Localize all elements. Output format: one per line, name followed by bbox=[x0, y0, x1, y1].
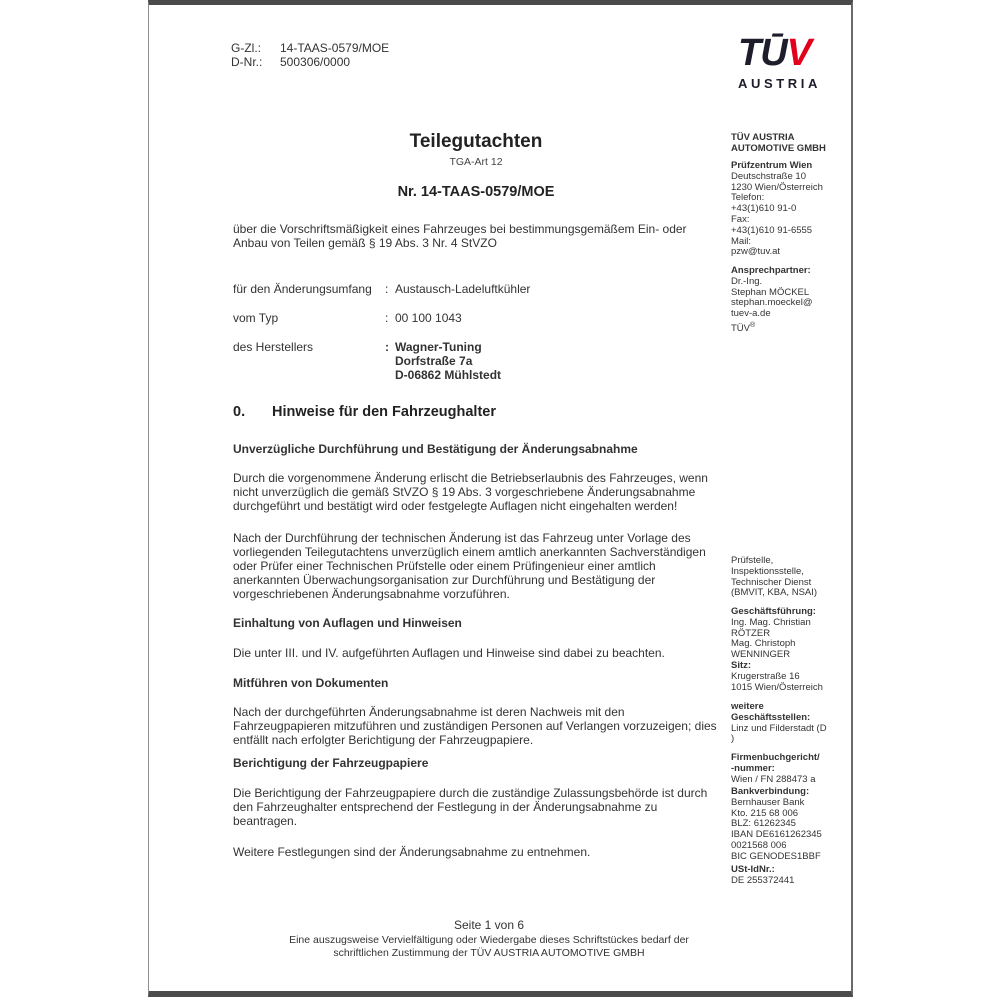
pruefzentrum-title: Prüfzentrum Wien bbox=[731, 160, 813, 171]
document-title: Teilegutachten bbox=[409, 131, 543, 152]
paragraph-zulassungsbehoerde: Die Berichtigung der Fahrzeugpapiere durch die zuständige Zulassungsbehörde ist durch den Fahrzeughalter entsprechend der Festlegung in der Änderungsabnahme zu beantragen. bbox=[233, 786, 708, 828]
detail-row-typ bbox=[233, 311, 719, 325]
sidebar-pruefzentrum bbox=[731, 161, 853, 258]
detail-row-hersteller bbox=[233, 340, 719, 382]
document-number: Nr. 14-TAAS-0579/MOE bbox=[397, 184, 555, 200]
sitz-title: Sitz: bbox=[731, 660, 752, 671]
company-name-lines: TÜV AUSTRIA AUTOMOTIVE GMBH bbox=[731, 132, 826, 154]
detail-value: 00 100 1043 bbox=[395, 311, 462, 325]
sidebar-geschaeftsfuehrung bbox=[731, 607, 853, 661]
sidebar-ansprechpartner bbox=[731, 266, 853, 320]
section-number: 0. bbox=[233, 404, 246, 420]
sidebar-sitz bbox=[731, 661, 853, 693]
sidebar-bankverbindung bbox=[731, 787, 853, 863]
detail-label: für den Änderungsumfang bbox=[233, 282, 372, 296]
paragraph-nachweis: Nach der durchgeführten Änderungsabnahme ist deren Nachweis mit den Fahrzeugpapieren mitzuführen und zuständigen Personen auf Verlangen vorzuzeigen; dies entfällt nach erfolgter Berichtigung der Fahrzeugpapiere. bbox=[233, 705, 717, 747]
document-subtitle: TGA-Art 12 bbox=[449, 156, 503, 168]
document-page bbox=[148, 0, 853, 997]
logo-text-black: TŪ bbox=[738, 32, 787, 74]
firmenbuch-lines: Wien / FN 288473 a bbox=[731, 773, 816, 785]
detail-separator: : bbox=[385, 311, 389, 325]
geschaeftsfuehrung-title: Geschäftsführung: bbox=[731, 606, 816, 617]
paragraph-vorfuehrung: Nach der Durchführung der technischen Änderung ist das Fahrzeug unter Vorlage des vorliegenden Teilegutachtens unverzüglich einem amtlich anerkannten Sachverständigen oder Prüfer einer Technischen Prüfstelle oder einem Prüfingenieur einer amtlich anerkannten Überwachungsorganisation zur Durchführung und Bestätigung der vorgeschriebenen Änderungsabnahme vorzuführen. bbox=[233, 531, 706, 601]
page-number: Seite 1 von 6 bbox=[453, 918, 525, 932]
tuv-mark: TÜV bbox=[731, 323, 750, 335]
firmenbuch-title: Firmenbuchgericht/ -nummer: bbox=[731, 752, 820, 774]
paragraph-betriebserlaubnis: Durch die vorgenommene Änderung erlischt die Betriebserlaubnis des Fahrzeuges, wenn nicht unverzüglich die gemäß StVZO § 19 Abs. 3 vorgeschriebene Änderungsabnahme durchgeführt und bestätigt wird oder festgelegte Auflagen nicht eingehalten werden! bbox=[233, 471, 708, 513]
ref-label: D-Nr.: bbox=[231, 55, 263, 69]
footer-note: Eine auszugsweise Vervielfältigung oder Wiedergabe dieses Schriftstückes bedarf der schriftlichen Zustimmung der TÜV AUSTRIA AUTOMOTIVE GMBH bbox=[289, 934, 689, 959]
reference-numbers bbox=[231, 41, 389, 69]
ref-value: 500306/0000 bbox=[280, 55, 351, 69]
detail-separator: : bbox=[385, 340, 389, 354]
registered-mark: ® bbox=[750, 322, 756, 329]
paragraph-weitere-festlegungen: Weitere Festlegungen sind der Änderungsabnahme zu entnehmen. bbox=[233, 845, 591, 859]
ust-idnr-lines: DE 255372441 bbox=[731, 874, 795, 886]
ref-label: G-Zl.: bbox=[231, 41, 261, 55]
pruefstelle-lines: Prüfstelle, Inspektionsstelle, Technischer Dienst (BMVIT, KBA, NSAI) bbox=[731, 555, 818, 599]
detail-value: Austausch-Ladeluftkühler bbox=[395, 282, 531, 296]
page-footer bbox=[233, 918, 745, 960]
pruefzentrum-lines: Deutschstraße 10 1230 Wien/Österreich Telefon: +43(1)610 91-0 Fax: +43(1)610 91-6555 Mail: pzw@tuv.at bbox=[731, 170, 823, 258]
detail-value: Wagner-Tuning Dorfstraße 7a D-06862 Mühlstedt bbox=[395, 340, 502, 382]
ansprechpartner-lines: Dr.-Ing. Stephan MÖCKEL stephan.moeckel@ tuev-a.de bbox=[731, 275, 813, 320]
subheading-berichtigung: Berichtigung der Fahrzeugpapiere bbox=[233, 756, 429, 770]
sidebar-firmenbuch bbox=[731, 753, 853, 785]
intro-paragraph: über die Vorschriftsmäßigkeit eines Fahrzeuges bei bestimmungsgemäßem Ein- oder Anbau von Teilen gemäß § 19 Abs. 3 Nr. 4 StVZO bbox=[233, 222, 687, 250]
sidebar-tuv-trademark bbox=[731, 321, 853, 335]
geschaeftsfuehrung-lines: Ing. Mag. Christian RÖTZER Mag. Christoph WENNINGER bbox=[731, 616, 811, 661]
detail-row-aenderungsumfang bbox=[233, 282, 719, 296]
sidebar-geschaeftsstellen bbox=[731, 702, 853, 745]
sitz-lines: Krugerstraße 16 1015 Wien/Österreich bbox=[731, 670, 823, 693]
ref-row-gzl bbox=[231, 41, 389, 55]
ref-value: 14-TAAS-0579/MOE bbox=[280, 41, 390, 55]
bankverbindung-title: Bankverbindung: bbox=[731, 786, 810, 797]
geschaeftsstellen-lines: Linz und Filderstadt (D ) bbox=[731, 722, 827, 745]
logo-text-red: V bbox=[786, 32, 812, 74]
subheading-einhaltung: Einhaltung von Auflagen und Hinweisen bbox=[233, 616, 462, 630]
section-title: Hinweise für den Fahrzeughalter bbox=[272, 404, 496, 420]
title-block bbox=[233, 131, 719, 200]
sidebar-ust-idnr bbox=[731, 865, 853, 887]
bankverbindung-lines: Bernhauser Bank Kto. 215 68 006 BLZ: 61262345 IBAN DE6161262345 0021568 006 BIC GENODES1BBF bbox=[731, 796, 822, 862]
details-table bbox=[233, 282, 719, 397]
detail-label: vom Typ bbox=[233, 311, 279, 325]
detail-separator: : bbox=[385, 282, 389, 296]
detail-label: des Herstellers bbox=[233, 340, 314, 354]
ref-row-dnr bbox=[231, 55, 389, 69]
sidebar-pruefstelle bbox=[731, 556, 853, 599]
subheading-aenderungsabnahme: Unverzügliche Durchführung und Bestätigung der Änderungsabnahme bbox=[233, 442, 638, 456]
ansprechpartner-title: Ansprechpartner: bbox=[731, 265, 811, 276]
paragraph-auflagen: Die unter III. und IV. aufgeführten Auflagen und Hinweise sind dabei zu beachten. bbox=[233, 646, 665, 660]
logo-region-label: AUSTRIA bbox=[738, 76, 821, 91]
subheading-mitfuehren: Mitführen von Dokumenten bbox=[233, 676, 389, 690]
sidebar-company-name bbox=[731, 133, 853, 155]
geschaeftsstellen-title: weitere Geschäftsstellen: bbox=[731, 701, 811, 723]
ust-idnr-title: USt-IdNr.: bbox=[731, 864, 775, 875]
sidebar bbox=[731, 5, 853, 991]
section-heading bbox=[233, 405, 719, 419]
